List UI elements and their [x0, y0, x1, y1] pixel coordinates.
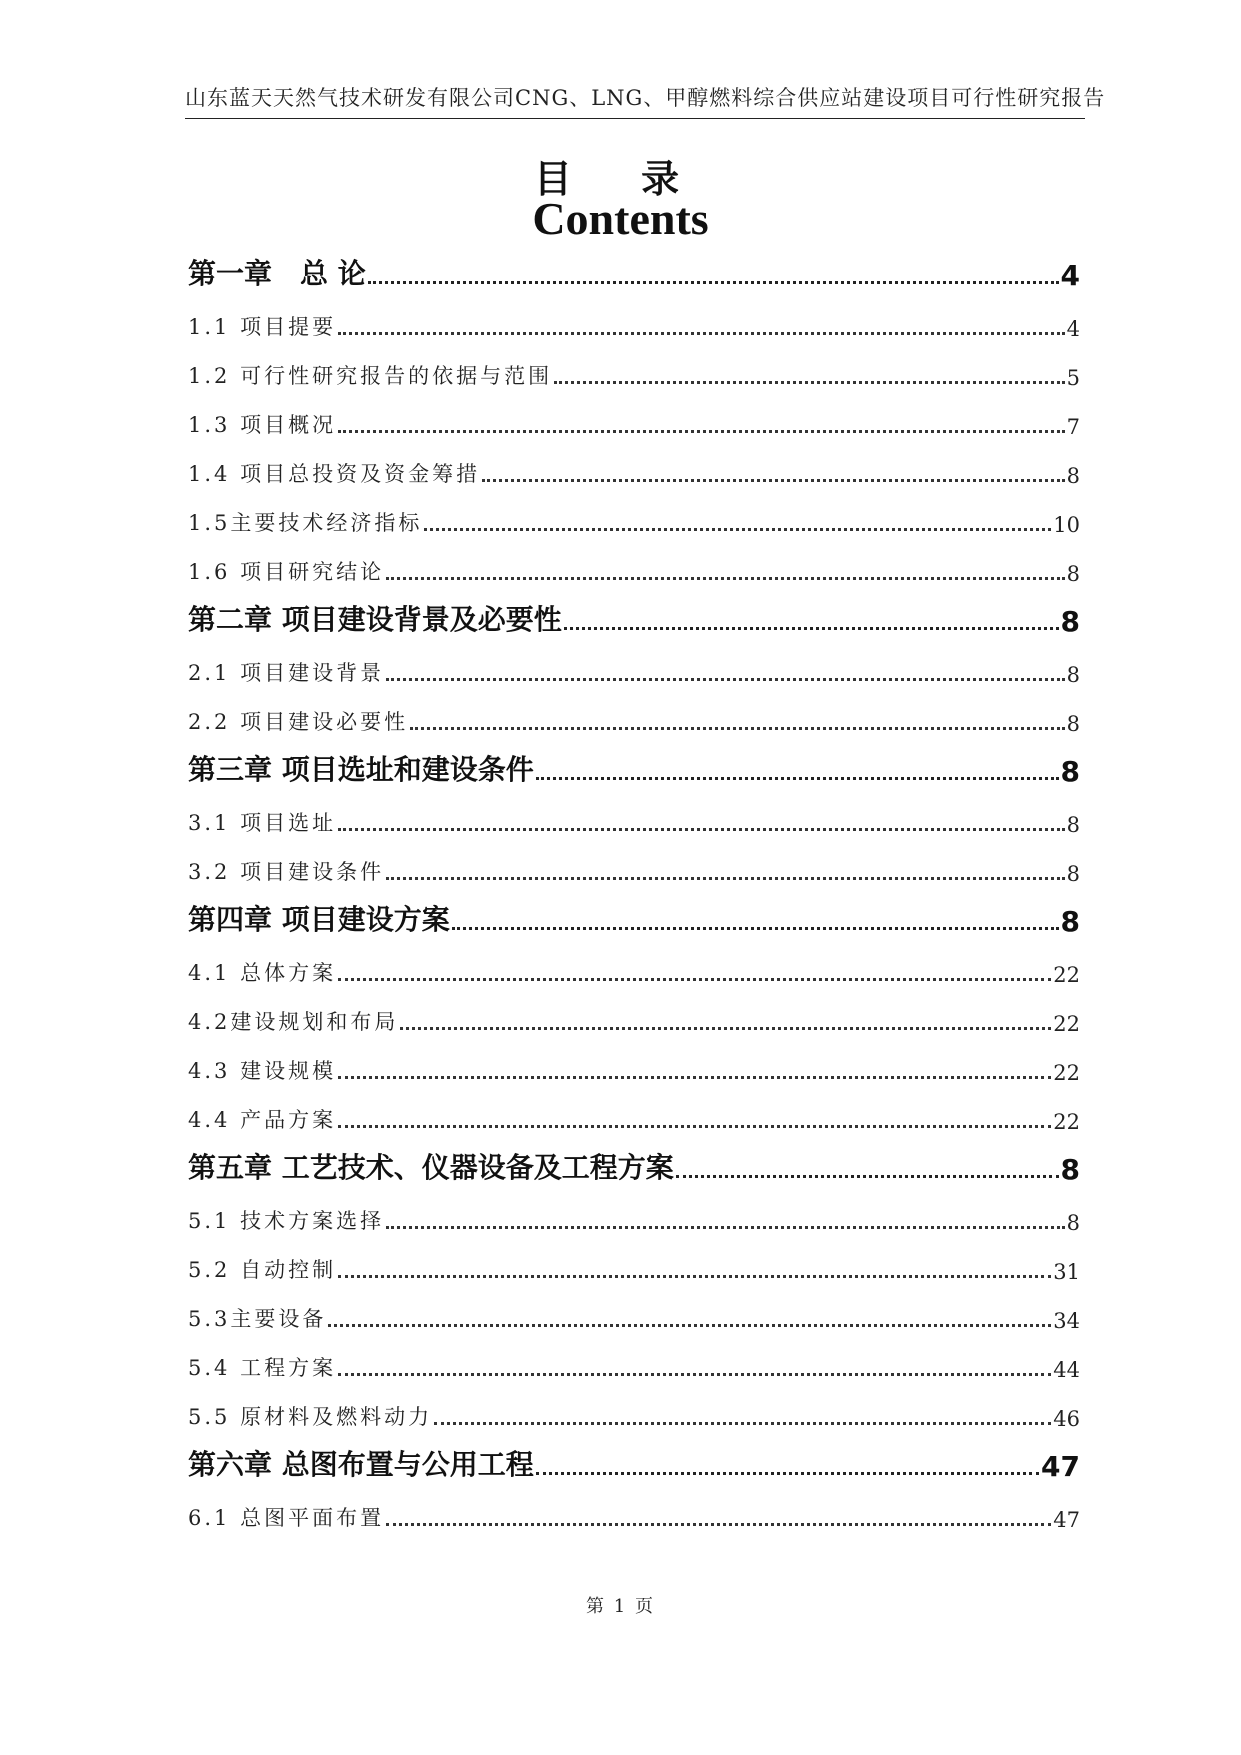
- toc-entry-section-4-4[interactable]: [188, 1089, 1080, 1138]
- toc-entry-label: 4.3 建设规模: [188, 1059, 337, 1083]
- dot-leader: [338, 1125, 1051, 1128]
- dot-leader: [338, 1275, 1051, 1278]
- dot-leader: [676, 1175, 1059, 1178]
- toc-entry-label: 1.2 可行性研究报告的依据与范围: [188, 364, 553, 388]
- dot-leader: [564, 627, 1059, 630]
- toc-entry-label: 第三章 项目选址和建设条件: [188, 753, 534, 786]
- toc-entry-label: 3.2 项目建设条件: [188, 860, 385, 884]
- toc-entry-page: 8: [1060, 1153, 1080, 1186]
- toc-entry-label: 第六章 总图布置与公用工程: [188, 1448, 534, 1481]
- toc-entry-label: 5.3主要设备: [188, 1307, 327, 1331]
- toc-entry-label: 1.3 项目概况: [188, 413, 337, 437]
- toc-entry-section-3-2[interactable]: [188, 841, 1080, 890]
- dot-leader: [386, 1523, 1051, 1526]
- toc-entry-page: 4: [1060, 259, 1080, 292]
- toc-entry-page: 22: [1053, 1110, 1080, 1134]
- toc-entry-label: 3.1 项目选址: [188, 811, 337, 835]
- table-of-contents: [188, 244, 1080, 1536]
- toc-entry-page: 22: [1053, 1012, 1080, 1036]
- toc-entry-page: 8: [1066, 663, 1080, 687]
- toc-entry-page: 8: [1066, 464, 1080, 488]
- dot-leader: [338, 430, 1065, 433]
- toc-entry-section-2-1[interactable]: [188, 642, 1080, 691]
- toc-entry-label: 第五章 工艺技术、仪器设备及工程方案: [188, 1151, 674, 1184]
- dot-leader: [386, 577, 1065, 580]
- toc-entry-chapter-5[interactable]: [188, 1138, 1080, 1190]
- toc-entry-label: 2.2 项目建设必要性: [188, 710, 409, 734]
- toc-entry-section-5-2[interactable]: [188, 1239, 1080, 1288]
- toc-entry-label: 5.2 自动控制: [188, 1258, 337, 1282]
- toc-entry-page: 8: [1066, 712, 1080, 736]
- toc-entry-chapter-2[interactable]: [188, 590, 1080, 642]
- toc-subtitle: Contents: [532, 193, 709, 244]
- toc-entry-section-1-2[interactable]: [188, 345, 1080, 394]
- toc-entry-section-3-1[interactable]: [188, 792, 1080, 841]
- toc-entry-page: 8: [1066, 862, 1080, 886]
- toc-entry-page: 31: [1053, 1260, 1080, 1284]
- toc-entry-section-1-6[interactable]: [188, 541, 1080, 590]
- dot-leader: [338, 332, 1065, 335]
- toc-entry-section-1-1[interactable]: [188, 296, 1080, 345]
- dot-leader: [386, 1226, 1065, 1229]
- dot-leader: [368, 281, 1059, 284]
- toc-entry-section-5-1[interactable]: [188, 1190, 1080, 1239]
- toc-entry-label: 1.6 项目研究结论: [188, 560, 385, 584]
- toc-entry-section-6-1[interactable]: [188, 1487, 1080, 1536]
- toc-entry-page: 22: [1053, 963, 1080, 987]
- toc-entry-page: 22: [1053, 1061, 1080, 1085]
- dot-leader: [386, 877, 1065, 880]
- dot-leader: [434, 1422, 1051, 1425]
- toc-entry-label: 5.5 原材料及燃料动力: [188, 1405, 433, 1429]
- toc-entry-page: 8: [1066, 562, 1080, 586]
- toc-entry-page: 4: [1066, 317, 1080, 341]
- toc-entry-chapter-4[interactable]: [188, 890, 1080, 942]
- toc-entry-section-4-1[interactable]: [188, 942, 1080, 991]
- toc-entry-label: 4.1 总体方案: [188, 961, 337, 985]
- toc-entry-label: 5.4 工程方案: [188, 1356, 337, 1380]
- dot-leader: [424, 528, 1051, 531]
- toc-entry-section-1-3[interactable]: [188, 394, 1080, 443]
- toc-entry-chapter-1[interactable]: [188, 244, 1080, 296]
- toc-entry-label: 1.4 项目总投资及资金筹措: [188, 462, 481, 486]
- toc-entry-section-5-5[interactable]: [188, 1386, 1080, 1435]
- toc-entry-label: 4.4 产品方案: [188, 1108, 337, 1132]
- toc-entry-section-4-2[interactable]: [188, 991, 1080, 1040]
- toc-entry-label: 4.2建设规划和布局: [188, 1010, 399, 1034]
- toc-title: 目 录: [533, 157, 708, 201]
- toc-entry-label: 5.1 技术方案选择: [188, 1209, 385, 1233]
- toc-entry-page: 47: [1041, 1450, 1080, 1483]
- toc-entry-chapter-6[interactable]: [188, 1435, 1080, 1487]
- toc-entry-page: 8: [1066, 1211, 1080, 1235]
- toc-entry-page: 44: [1053, 1358, 1080, 1382]
- toc-entry-page: 8: [1060, 755, 1080, 788]
- toc-entry-page: 10: [1053, 513, 1080, 537]
- toc-entry-page: 34: [1053, 1309, 1080, 1333]
- toc-entry-page: 46: [1053, 1407, 1080, 1431]
- toc-entry-section-5-3[interactable]: [188, 1288, 1080, 1337]
- toc-entry-section-2-2[interactable]: [188, 691, 1080, 740]
- dot-leader: [554, 381, 1065, 384]
- toc-entry-page: 8: [1066, 813, 1080, 837]
- toc-entry-label: 1.5主要技术经济指标: [188, 511, 423, 535]
- dot-leader: [338, 1076, 1051, 1079]
- dot-leader: [400, 1027, 1051, 1030]
- dot-leader: [536, 777, 1059, 780]
- toc-entry-section-1-5[interactable]: [188, 492, 1080, 541]
- toc-entry-label: 2.1 项目建设背景: [188, 661, 385, 685]
- page-number-footer: 第 1 页: [586, 1596, 655, 1617]
- toc-entry-label: 第二章 项目建设背景及必要性: [188, 603, 562, 636]
- toc-entry-section-4-3[interactable]: [188, 1040, 1080, 1089]
- dot-leader: [410, 727, 1065, 730]
- toc-entry-page: 5: [1066, 366, 1080, 390]
- header-rule: [185, 118, 1085, 119]
- toc-entry-label: 第四章 项目建设方案: [188, 903, 450, 936]
- toc-entry-label: 1.1 项目提要: [188, 315, 337, 339]
- dot-leader: [328, 1324, 1051, 1327]
- toc-entry-page: 7: [1066, 415, 1080, 439]
- dot-leader: [338, 978, 1051, 981]
- toc-entry-label: 第一章 总 论: [188, 257, 366, 290]
- dot-leader: [452, 927, 1059, 930]
- toc-entry-section-5-4[interactable]: [188, 1337, 1080, 1386]
- dot-leader: [338, 828, 1065, 831]
- toc-entry-section-1-4[interactable]: [188, 443, 1080, 492]
- toc-entry-page: 8: [1060, 905, 1080, 938]
- dot-leader: [482, 479, 1065, 482]
- dot-leader: [386, 678, 1065, 681]
- toc-entry-chapter-3[interactable]: [188, 740, 1080, 792]
- toc-entry-page: 8: [1060, 605, 1080, 638]
- dot-leader: [338, 1373, 1051, 1376]
- toc-entry-label: 6.1 总图平面布置: [188, 1506, 385, 1530]
- dot-leader: [536, 1472, 1039, 1475]
- toc-entry-page: 47: [1053, 1508, 1080, 1532]
- running-header: 山东蓝天天然气技术研发有限公司CNG、LNG、甲醇燃料综合供应站建设项目可行性研究报告: [185, 86, 1106, 110]
